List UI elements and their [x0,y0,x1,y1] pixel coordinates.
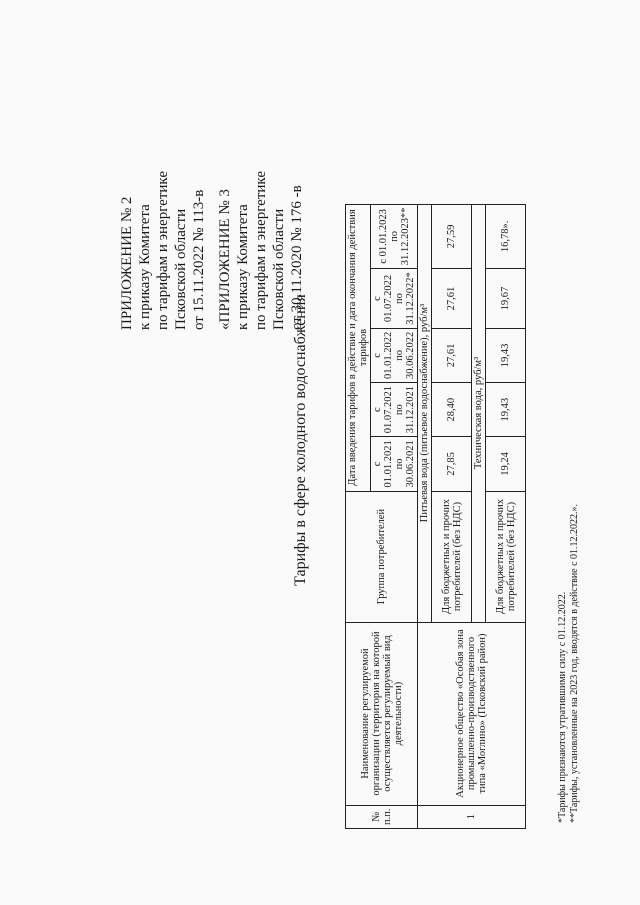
tariff-value: 27,85 [432,437,472,491]
section-title-row [418,204,432,828]
section-title-technical: Техническая вода, руб/м³ [472,204,486,622]
tariff-table [345,204,526,829]
consumer-group: Для бюджетных и прочих потребителей (без НДС) [432,491,472,622]
period-4: с 01.07.2022 по 31.12.2022* [371,269,418,329]
tariff-value: 16,78». [486,204,526,269]
annex-line: по тарифам и энергетике [253,171,269,330]
header-org: Наименование регулируемой организации (территория на которой осуществляется регулируемый вид деятельности) [346,622,418,805]
section-title-drinking: Питьевая вода (питьевое водоснабжение), руб/м³ [418,204,432,622]
tariff-value: 28,40 [432,383,472,437]
tariff-value: 19,24 [486,437,526,491]
annex-line: к приказу Комитета [235,204,251,330]
annex-line: «ПРИЛОЖЕНИЕ № 3 [217,189,233,330]
annex-line: от 30.11.2020 № 176 -в [289,185,305,330]
tariff-value: 19,43 [486,328,526,382]
document-title: Тарифы в сфере холодного водоснабжения [292,294,309,586]
annex-line: Псковской области [271,208,287,330]
table-header-row [346,204,371,828]
header-no: № п.п. [346,805,418,828]
header-dates: Дата введения тарифов в действие и дата окончания действия тарифов [346,204,371,491]
tariff-value: 27,59 [432,204,472,269]
annex-line: по тарифам и энергетике [155,171,171,330]
annex-line: от 15.11.2022 № 113-в [191,189,207,330]
footnotes [557,323,581,823]
period-2: с 01.07.2021 по 31.12.2021 [371,383,418,437]
period-3: с 01.01.2022 по 30.06.2022 [371,328,418,382]
header-group: Группа потребителей [346,491,418,622]
tariff-value: 27,61 [432,328,472,382]
period-5: с 01.01.2023 по 31.12.2023** [371,204,418,269]
footnote: **Тарифы, установленные на 2023 год, вводятся в действие с 01.12.2022.». [569,503,580,823]
period-1: с 01.01.2021 по 30.06.2021 [371,437,418,491]
annex-line: Псковской области [173,208,189,330]
annex-current [118,120,208,330]
annex-line: ПРИЛОЖЕНИЕ № 2 [119,196,135,330]
tariff-value: 19,43 [486,383,526,437]
consumer-group: Для бюджетных и прочих потребителей (без НДС) [486,491,526,622]
row-number: 1 [418,805,526,828]
tariff-value: 27,61 [432,269,472,329]
tariff-value: 19,67 [486,269,526,329]
annex-line: к приказу Комитета [137,204,153,330]
org-name: Акционерное общество «Особая зона промышленно-производственного типа «Моглино» (Псковский район) [418,622,526,805]
footnote: *Тарифы признаются утратившими силу с 01.12.2022. [557,591,568,823]
